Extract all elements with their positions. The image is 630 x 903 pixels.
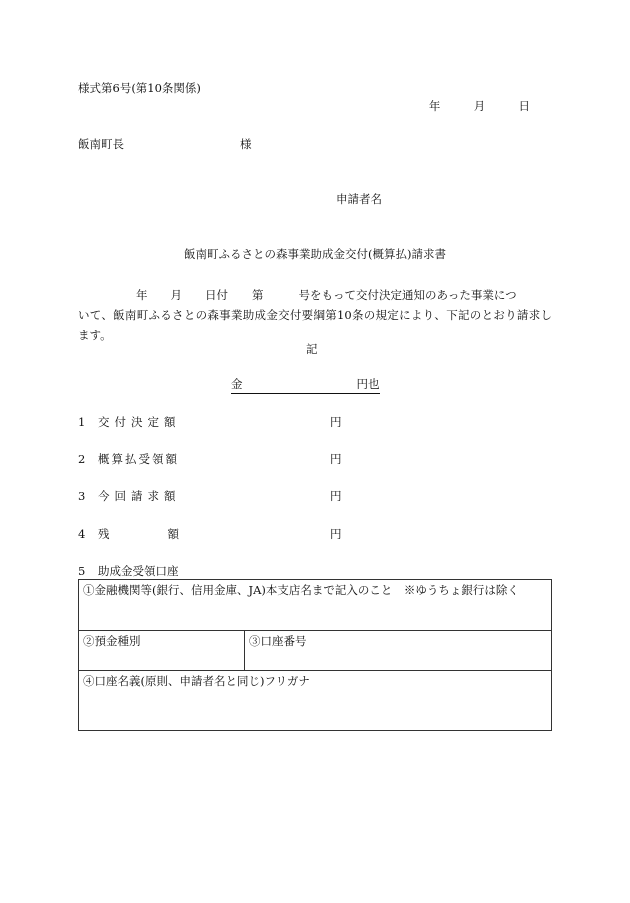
- applicant-name-label: 申請者名: [336, 192, 382, 206]
- item-number: 1: [78, 415, 86, 429]
- account-section-title: [78, 566, 179, 578]
- account-number-cell[interactable]: ③口座番号: [245, 631, 552, 671]
- bank-branch-cell[interactable]: ①金融機関等(銀行、信用金庫、JA)本支店名まで記入のこと ※ゆうちょ銀行は除く: [79, 580, 552, 631]
- item-number: 2: [78, 452, 86, 466]
- account-section-label: 助成金受領口座: [98, 564, 179, 578]
- total-amount-line: [231, 379, 380, 394]
- request-body-paragraph: [78, 285, 552, 345]
- date-day-label: 日: [518, 99, 530, 113]
- deposit-type-cell[interactable]: ②預金種別: [79, 631, 245, 671]
- honorific: 様: [240, 137, 252, 151]
- item-yen: 円: [330, 415, 342, 429]
- account-holder-cell[interactable]: ④口座名義(原則、申請者名と同じ)フリガナ: [79, 671, 552, 731]
- item-yen: 円: [330, 489, 342, 503]
- item-label: 今回請求額: [98, 489, 181, 503]
- body-rest: いて、飯南町ふるさとの森事業助成金交付要綱第10条の規定により、下記のとおり請求します。: [78, 308, 552, 342]
- date-line: [429, 101, 530, 113]
- item-row-2: [78, 452, 342, 466]
- date-month-label: 月: [473, 99, 486, 113]
- addressee-name: 飯南町長: [78, 137, 124, 151]
- document-title: 飯南町ふるさとの森事業助成金交付(概算払)請求書: [184, 247, 446, 261]
- body-month: 月: [170, 288, 182, 302]
- body-no-prefix: 第: [252, 288, 264, 302]
- item-number: 4: [78, 527, 86, 541]
- item-label: 残額: [98, 527, 237, 541]
- item-label: 概算払受領額: [98, 452, 179, 466]
- date-year-label: 年: [428, 99, 441, 113]
- total-yen-nari: 円也: [356, 377, 380, 391]
- item-number: 3: [78, 489, 86, 503]
- body-line1-tail: 号をもって交付決定通知のあった事業につ: [298, 288, 517, 302]
- body-year: 年: [136, 288, 148, 302]
- item-label: 交付決定額: [98, 415, 181, 429]
- item-yen: 円: [330, 452, 342, 466]
- body-day-ref: 日付: [205, 288, 228, 302]
- item-row-3: [78, 489, 342, 503]
- form-number-label: 様式第6号(第10条関係): [78, 81, 201, 95]
- addressee: [78, 139, 252, 151]
- ki-heading: 記: [306, 342, 318, 356]
- item-row-4: [78, 527, 342, 541]
- total-kin: 金: [231, 377, 243, 391]
- body-line-1: [78, 285, 552, 305]
- item-row-1: [78, 415, 342, 429]
- account-section-number: 5: [78, 564, 86, 578]
- bank-account-table: [78, 579, 552, 731]
- item-yen: 円: [330, 527, 342, 541]
